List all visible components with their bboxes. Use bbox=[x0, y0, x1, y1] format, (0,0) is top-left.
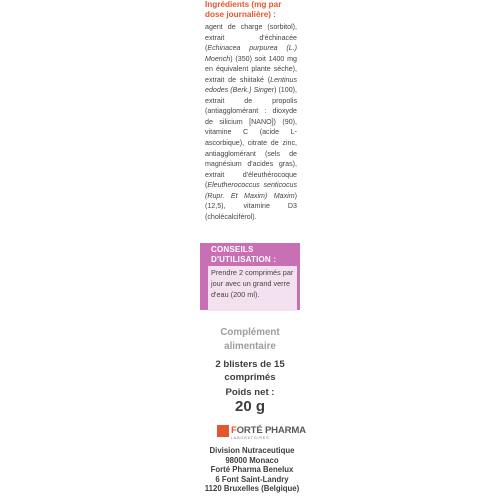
ingredient-text-segment: ) (350) soit 1400 mg en équivalent plante sèche), extrait de shiitaké ( bbox=[205, 54, 297, 84]
brand-tagline: LABORATOIRES bbox=[231, 436, 270, 440]
conseils-title: CONSEILS D'UTILISATION : bbox=[211, 245, 277, 264]
address-line: 6 Font Saint-Landry bbox=[215, 474, 289, 484]
brand-name: FORTÉ PHARMA bbox=[231, 425, 306, 436]
weight-value: 20 g bbox=[234, 398, 265, 415]
ingredient-text-segment: ) (12,5), vitamine D3 (cholécalciférol). bbox=[205, 191, 297, 221]
brand-mark-icon bbox=[217, 425, 229, 437]
ingredient-latin-name: Eleutherococcus senticocus (Rupr. Et Maxim) Maxim bbox=[205, 181, 297, 200]
brand-logo bbox=[217, 425, 306, 441]
address-line: Division Nutraceutique bbox=[209, 446, 295, 455]
ingredient-text-segment: agent de charge (sorbitol), extrait d'échinacée ( bbox=[205, 23, 297, 53]
ingredients-title: Ingrédients (mg par dose journalière) : bbox=[205, 0, 282, 19]
company-address bbox=[202, 446, 302, 494]
address-line: 98000 Monaco bbox=[225, 455, 279, 465]
ingredients-text bbox=[205, 22, 297, 222]
address-line: Forté Pharma Benelux bbox=[210, 465, 294, 475]
conseils-text: Prendre 2 comprimés par jour avec un grand verre d'eau (200 ml). bbox=[211, 268, 294, 299]
address-line: 1120 Bruxelles (Belgique) bbox=[204, 484, 300, 494]
weight-label: Poids net : bbox=[225, 387, 275, 398]
product-packaging: 2 blisters de 15 comprimés bbox=[215, 359, 285, 383]
product-type: Complément alimentaire bbox=[220, 327, 280, 352]
ingredient-text-segment: ) (100), extrait de propolis (antiagglomérant : dioxyde de silicium [NANO]) (90), vitamine C (acide L-ascorbique), citrate de zinc, antiagglomérant (sels de magnésium d'acides gras), extrait d'éleuthérocoque ( bbox=[205, 86, 297, 190]
ingredient-latin-name: Lentinus edodes (Berk.) Singer bbox=[205, 75, 297, 95]
ingredient-latin-name: Echinacea purpurea (L.) Moench bbox=[205, 44, 297, 63]
